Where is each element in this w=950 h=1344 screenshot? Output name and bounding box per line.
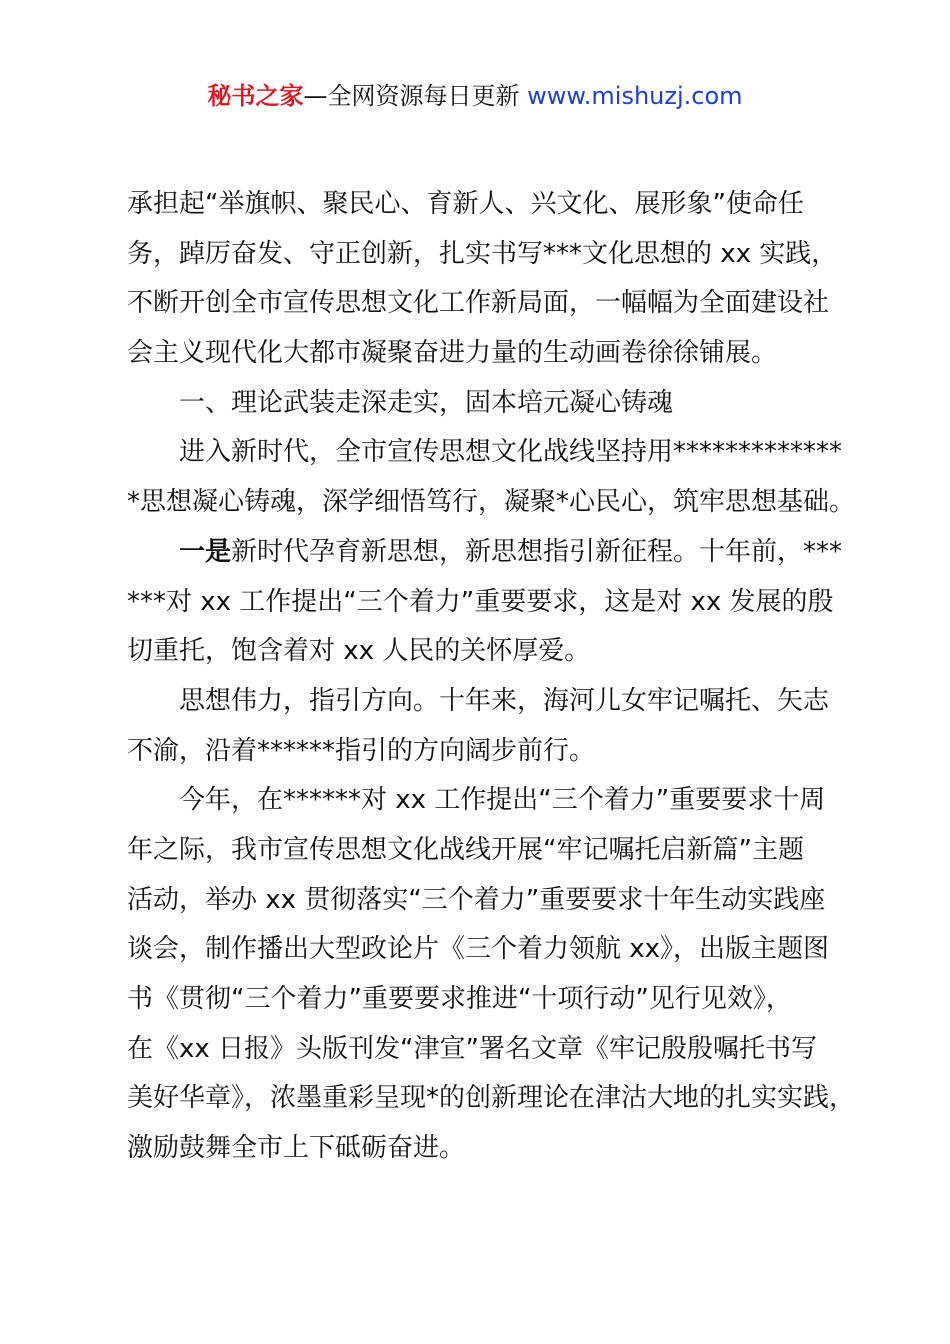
section-heading: 一、理论武装走深走实，固本培元凝心铸魂 (179, 387, 674, 418)
body-line: 进入新时代，全市宣传思想文化战线坚持用************* (179, 437, 843, 468)
page-header (0, 80, 950, 112)
body-line: 承担起“举旗帜、聚民心、育新人、兴文化、展形象”使命任 (127, 189, 804, 219)
body-line: 美好华章》，浓墨重彩呈现*的创新理论在津沽大地的扎实实践， (127, 1083, 856, 1114)
body-line-with-lead (127, 528, 843, 578)
site-url-link[interactable]: www.mishuzj.com (527, 82, 743, 110)
body-line: 会主义现代化大都市凝聚奋进力量的生动画卷徐徐铺展。 (127, 338, 778, 369)
body-line: 活动，举办 xx 贯彻落实“三个着力”重要要求十年生动实践座 (127, 884, 826, 915)
body-line: ***对 xx 工作提出“三个着力”重要要求，这是对 xx 发展的殷 (127, 586, 834, 617)
body-line: 在《xx 日报》头版刊发“津宣”署名文章《牢记殷殷嘱托书写 (127, 1033, 817, 1064)
body-line-text: 新时代孕育新思想，新思想指引新征程。十年前，*** (231, 536, 843, 567)
body-line: 今年，在******对 xx 工作提出“三个着力”重要要求十周 (179, 785, 826, 816)
body-line: *思想凝心铸魂，深学细悟笃行，凝聚*心民心，筑牢思想基础。 (127, 487, 856, 518)
header-tagline: —全网资源每日更新 (303, 82, 528, 110)
body-line: 年之际，我市宣传思想文化战线开展“牢记嘱托启新篇”主题 (127, 834, 804, 865)
body-line: 谈会，制作播出大型政论片《三个着力领航 xx》，出版主题图 (127, 934, 830, 965)
body-line: 切重托，饱含着对 xx 人民的关怀厚爱。 (127, 636, 591, 667)
document-body (127, 180, 856, 1174)
bold-lead: 一是 (179, 536, 232, 567)
body-line: 务，踔厉奋发、守正创新，扎实书写***文化思想的 xx 实践， (127, 238, 838, 269)
body-line: 思想伟力，指引方向。十年来，海河儿女牢记嘱托、矢志 (179, 685, 830, 716)
body-line: 不渝，沿着******指引的方向阔步前行。 (127, 735, 596, 766)
body-line: 书《贯彻“三个着力”重要要求推进“十项行动”见行见效》， (127, 984, 792, 1014)
brand-name: 秘书之家 (207, 82, 304, 110)
body-line: 激励鼓舞全市上下砥砺奋进。 (127, 1133, 466, 1164)
body-line: 不断开创全市宣传思想文化工作新局面，一幅幅为全面建设社 (127, 288, 830, 319)
